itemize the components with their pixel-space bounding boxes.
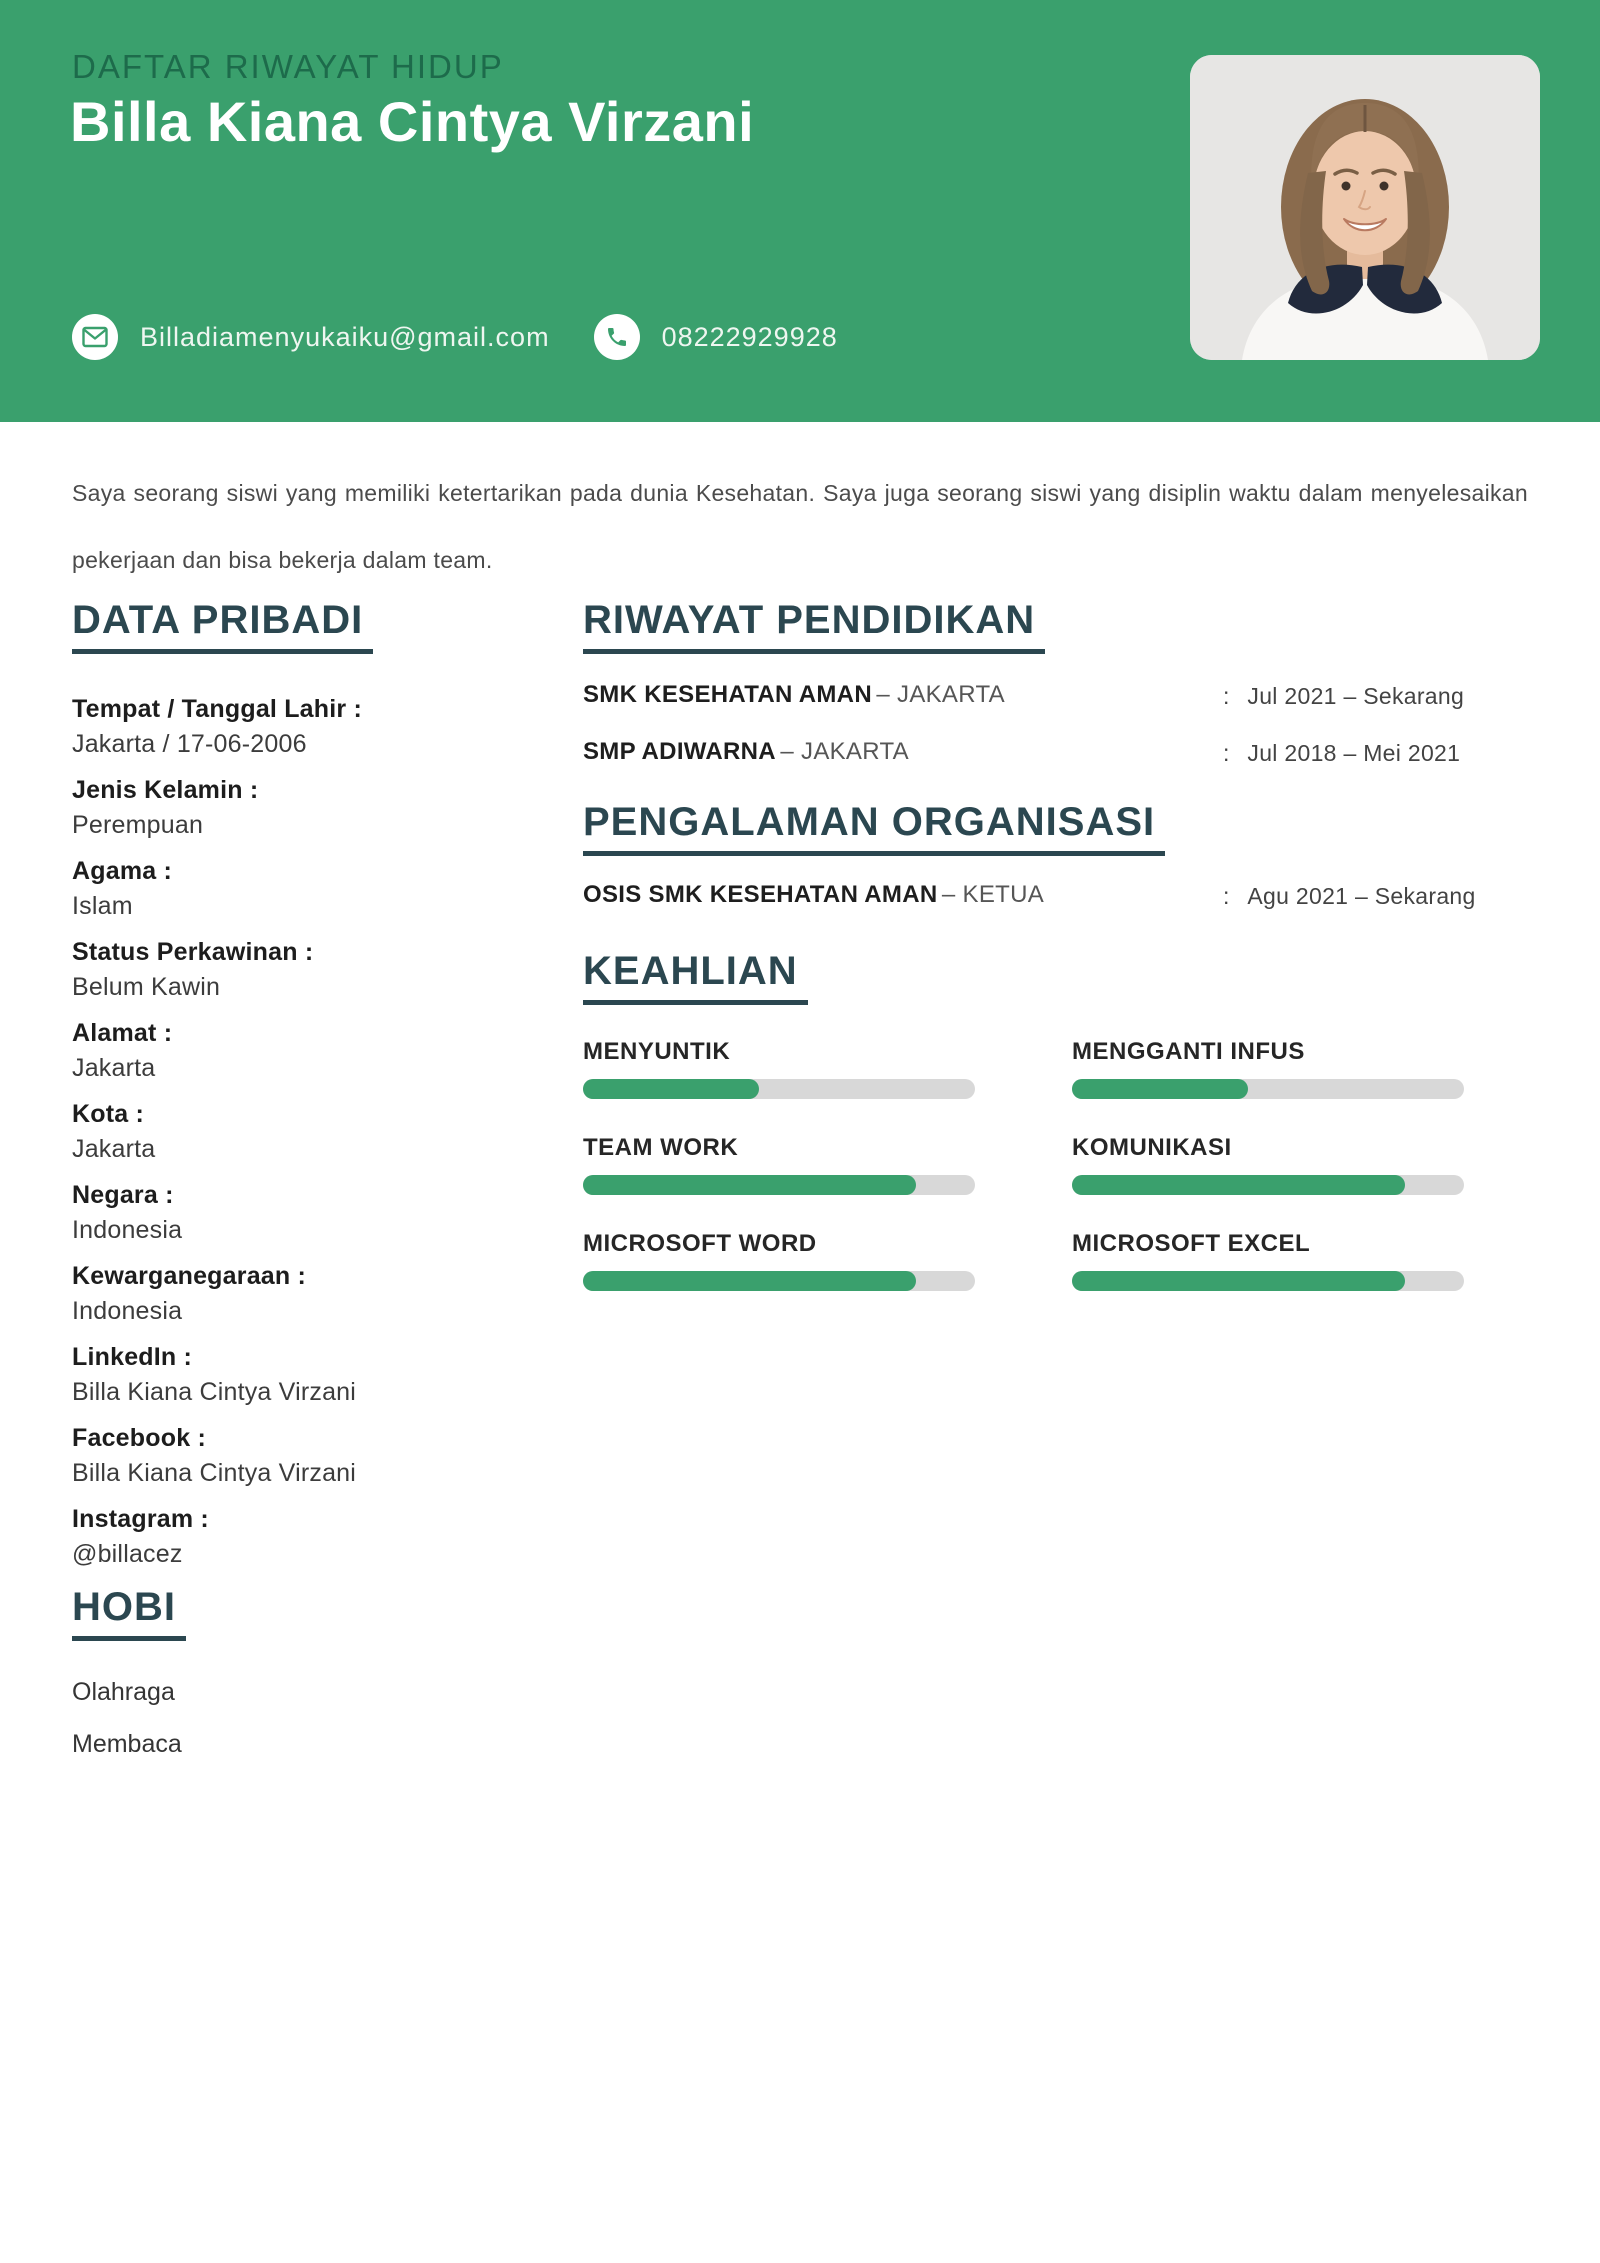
skill-bar-fill [583,1175,916,1195]
skill-bar-track [1072,1079,1464,1099]
header-banner [0,0,1600,422]
section-keahlian [583,949,1528,1291]
data-pribadi-title: DATA PRIBADI [72,598,373,654]
skill-grid [583,1037,1528,1291]
keahlian-title: KEAHLIAN [583,949,808,1005]
mail-icon [72,314,118,360]
skill-microsoft-word: MICROSOFT WORD [583,1229,975,1291]
phone-value: 08222929928 [661,321,838,352]
skill-bar-track [583,1175,975,1195]
email-contact [72,314,550,360]
hobby-item: Olahraga [72,1678,175,1706]
skill-bar-track [583,1271,975,1291]
skill-bar-fill [1072,1079,1248,1099]
field-country: Negara : Indonesia [72,1181,183,1244]
organization-row: OSIS SMK KESEHATAN AMAN – KETUA : Agu 2021 – Sekarang [583,881,1476,909]
field-marital-status: Status Perkawinan : Belum Kawin [72,938,314,1001]
hobby-item: Membaca [72,1730,182,1758]
field-city: Kota : Jakarta [72,1100,156,1163]
phone-icon [594,314,640,360]
organization-period: Agu 2021 – Sekarang [1247,883,1476,909]
left-column [72,598,532,1781]
education-period: Jul 2018 – Mei 2021 [1247,740,1461,766]
skill-microsoft-excel: MICROSOFT EXCEL [1072,1229,1464,1291]
skill-komunikasi: KOMUNIKASI [1072,1133,1464,1195]
education-row: SMP ADIWARNA – JAKARTA : Jul 2018 – Mei 2021 [583,738,1461,766]
field-instagram: Instagram : @billacez [72,1505,209,1568]
section-data-pribadi [72,598,532,1569]
person-name: Billa Kiana Cintya Virzani [70,90,755,153]
hobi-title: HOBI [72,1585,186,1641]
contact-row [72,314,838,360]
skill-bar-fill [583,1271,916,1291]
section-riwayat-pendidikan [583,598,1528,770]
doc-title: DAFTAR RIWAYAT HIDUP [72,48,504,85]
skill-mengganti-infus: MENGGANTI INFUS [1072,1037,1464,1099]
section-pengalaman-organisasi [583,800,1528,913]
skill-team-work: TEAM WORK [583,1133,975,1195]
email-value: Billadiamenyukaiku@gmail.com [140,321,550,352]
skill-bar-track [583,1079,975,1099]
section-hobi [72,1585,532,1759]
field-religion: Agama : Islam [72,857,173,920]
organisasi-title: PENGALAMAN ORGANISASI [583,800,1165,856]
profile-photo [1190,55,1540,360]
field-gender: Jenis Kelamin : Perempuan [72,776,259,839]
field-citizenship: Kewarganegaraan : Indonesia [72,1262,307,1325]
field-address: Alamat : Jakarta [72,1019,173,1082]
skill-bar-fill [1072,1271,1405,1291]
skill-menyuntik: MENYUNTIK [583,1037,975,1099]
field-facebook: Facebook : Billa Kiana Cintya Virzani [72,1424,357,1487]
right-column [583,598,1528,1291]
profile-summary: Saya seorang siswi yang memiliki ketertarikan pada dunia Kesehatan. Saya juga seorang siswi yang disiplin waktu dalam menyelesaikan pekerjaan dan bisa bekerja dalam team. [72,480,1528,573]
pendidikan-title: RIWAYAT PENDIDIKAN [583,598,1045,654]
profile-photo-illustration [1190,55,1540,360]
skill-bar-track [1072,1271,1464,1291]
field-birth: Tempat / Tanggal Lahir : Jakarta / 17-06-2006 [72,695,363,758]
skill-bar-fill [583,1079,759,1099]
education-period: Jul 2021 – Sekarang [1247,683,1465,709]
field-linkedin: LinkedIn : Billa Kiana Cintya Virzani [72,1343,357,1406]
education-row: SMK KESEHATAN AMAN – JAKARTA : Jul 2021 – Sekarang [583,681,1465,709]
skill-bar-fill [1072,1175,1405,1195]
phone-contact [594,314,838,360]
skill-bar-track [1072,1175,1464,1195]
